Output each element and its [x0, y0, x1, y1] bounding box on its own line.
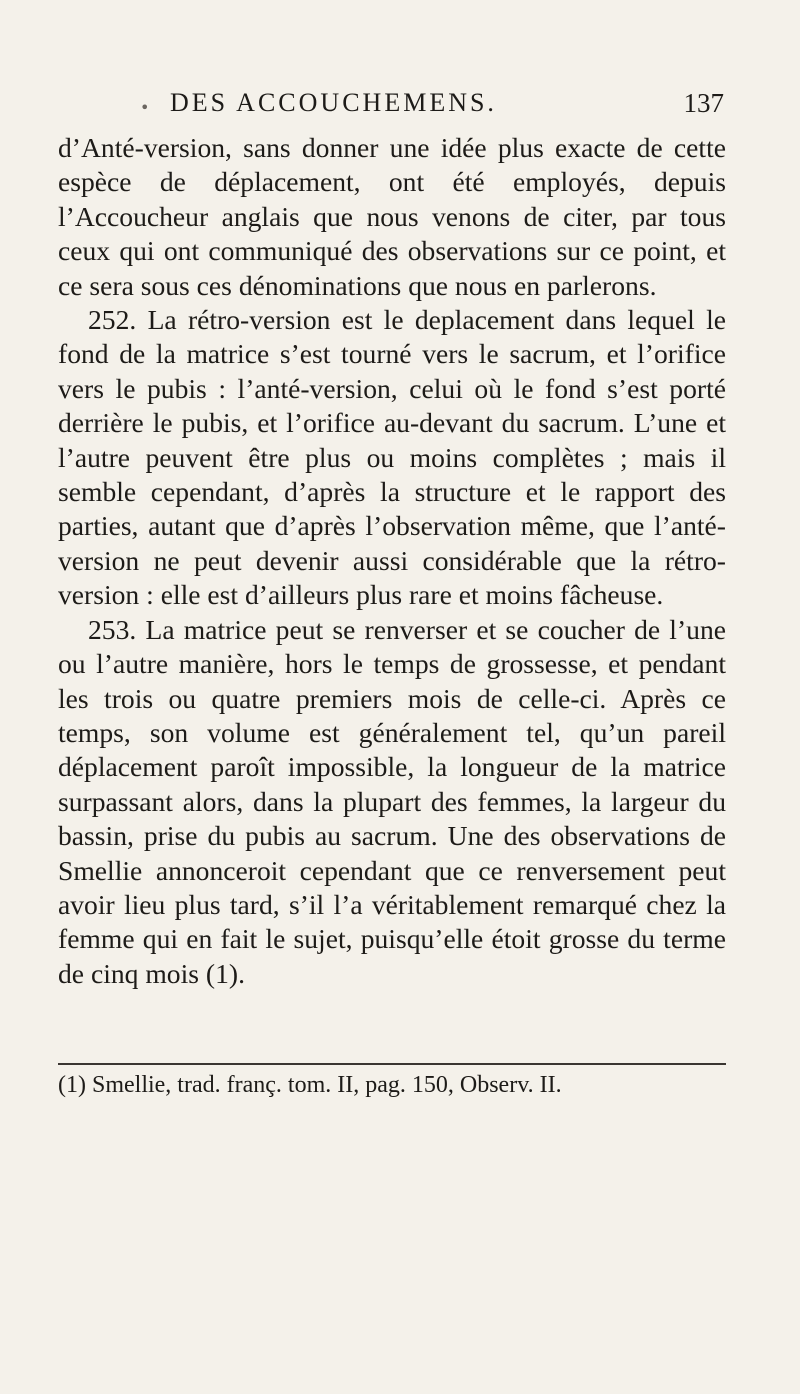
paragraph-253: 253. La matrice peut se renverser et se coucher de l’une ou l’autre manière, hors le temps de grossesse, et pendant les trois ou quatre premiers mois de celle-ci. Après ce temps, son volume est généralement tel, qu’un pareil déplacement paroît impossible, la longueur de la matrice surpassant alors, dans la plupart des femmes, la largeur du bassin, prise du pubis au sacrum. Une des observations de Smellie annonceroit cependant que ce renversement peut avoir lieu plus tard, s’il l’a véritablement remarqué chez la femme qui en fait le sujet, puisqu’elle étoit grosse du terme de cinq mois (1).	[58, 613, 726, 989]
paragraph-252: 252. La rétro-version est le deplacement dans lequel le fond de la matrice s’est tourné vers le sacrum, et l’orifice vers le pubis : l’anté-version, celui où le fond s’est porté derrière le pubis, et l’orifice au-devant du sacrum. L’une et l’autre peuvent être plus ou moins complètes ; mais il semble cependant, d’après la structure et le rapport des parties, autant que d’après l’observation même, que l’anté-version ne peut devenir aussi considérable que la rétro-version : elle est d’ailleurs plus rare et moins fâcheuse.	[58, 304, 726, 611]
footnote-rule	[58, 1063, 726, 1065]
body-text	[58, 131, 726, 991]
bullet-mark: •	[140, 98, 150, 117]
page-number: 137	[683, 88, 724, 118]
running-title: DES ACCOUCHEMENS.	[170, 88, 497, 117]
running-head	[58, 88, 724, 124]
paragraph-continuation: d’Anté-version, sans donner une idée plus exacte de cette espèce de déplacement, ont été employés, depuis l’Accoucheur anglais que nous venons de citer, par tous ceux qui ont communiqué des observations sur ce point, et ce sera sous ces dénominations que nous en parlerons.	[58, 132, 726, 301]
footnote: (1) Smellie, trad. franç. tom. II, pag. 150, Observ. II.	[58, 1072, 562, 1098]
